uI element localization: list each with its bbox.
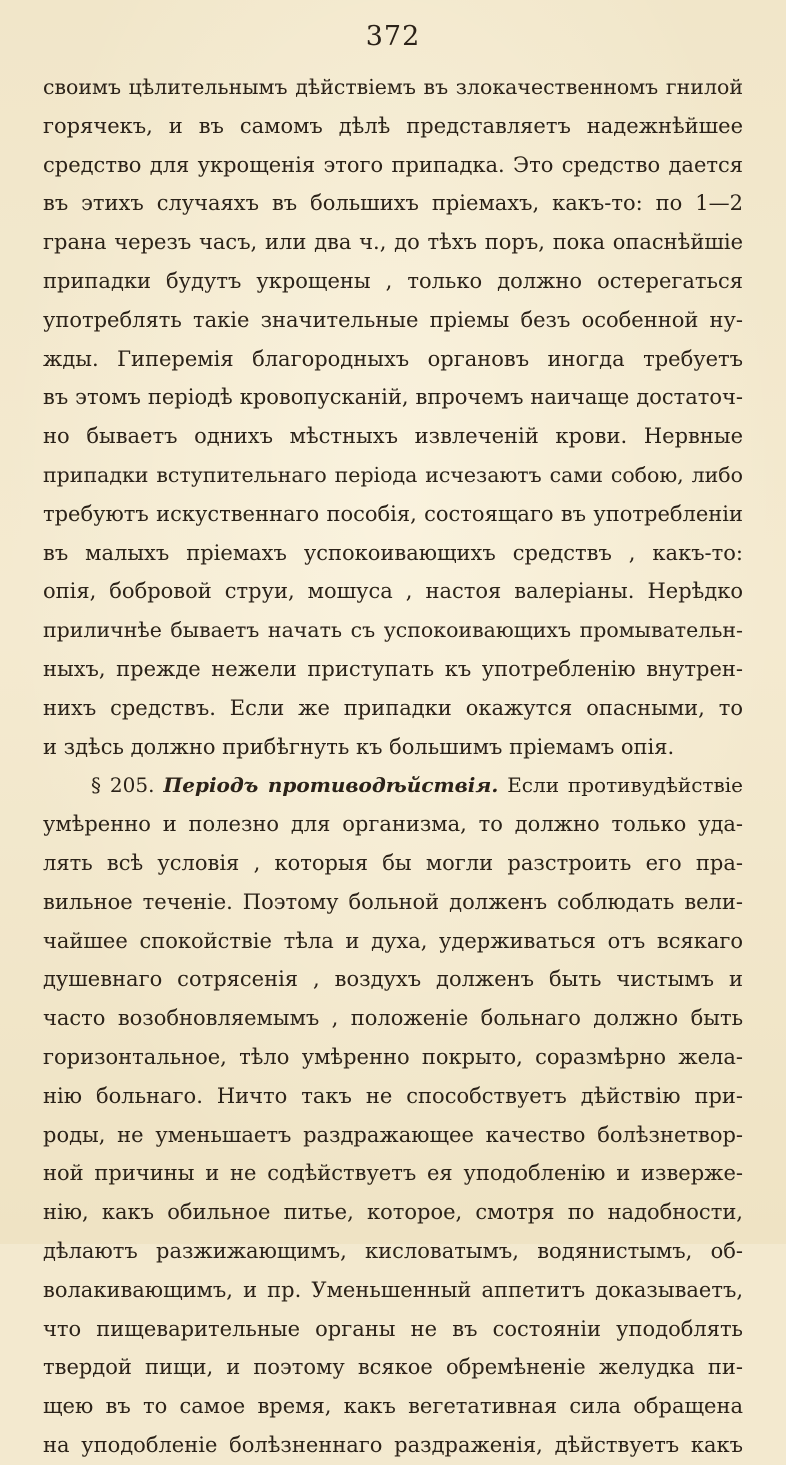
text-line: душевнаго сотрясенія , воздухъ долженъ быть чистымъ и xyxy=(43,967,743,992)
text-line: вильное теченіе. Поэтому больной долженъ соблюдать вели- xyxy=(43,889,743,914)
text-line: ныхъ, прежде нежели приступать къ употребленію внутрен- xyxy=(43,656,743,681)
text-line: требуютъ искуственнаго пособія, состоящаго въ употребленіи xyxy=(43,501,743,526)
text-line: приличнѣе бываетъ начать съ успокоивающихъ промывательн- xyxy=(43,618,743,643)
section-heading-line xyxy=(43,766,743,805)
text-line: твердой пищи, и поэтому всякое обремѣненіе желудка пи- xyxy=(43,1355,743,1380)
text-line: припадки вступительнаго періода исчезаютъ сами собою, либо xyxy=(43,462,743,487)
text-line: нихъ средствъ. Если же припадки окажутся опасными, то xyxy=(43,695,743,720)
text-line: ной причины и не содѣйствуетъ ея уподобленію и изверже- xyxy=(43,1161,743,1186)
text-line: въ малыхъ пріемахъ успокоивающихъ средствъ , какъ-то: xyxy=(43,540,743,565)
text-line: но бываетъ однихъ мѣстныхъ извлеченій крови. Нервные xyxy=(43,424,743,449)
section-first-line-text: Если противудѣйствіе xyxy=(507,773,743,798)
section-number: § 205. xyxy=(91,773,155,798)
text-line: на уподобленіе болѣзненнаго раздраженія, дѣйствуетъ какъ xyxy=(43,1432,743,1457)
text-line: употреблять такіе значительные пріемы безъ особенной ну- xyxy=(43,307,743,332)
text-line: жды. Гиперемія благородныхъ органовъ иногда требуетъ xyxy=(43,346,743,371)
text-line: горячекъ, и въ самомъ дѣлѣ представляетъ надежнѣйшее xyxy=(43,113,743,138)
text-line: горизонтальное, тѣло умѣренно покрыто, соразмѣрно жела- xyxy=(43,1044,743,1069)
body-text xyxy=(43,68,743,1465)
text-line: роды, не уменьшаетъ раздражающее качество болѣзнетвор- xyxy=(43,1122,743,1147)
text-line: умѣренно и полезно для организма, то должно только уда- xyxy=(43,812,743,837)
text-line: своимъ цѣлительнымъ дѣйствіемъ въ злокачественномъ гнилой xyxy=(43,75,743,99)
text-line: нію, какъ обильное питье, которое, смотря по надобности, xyxy=(43,1200,743,1225)
text-line: въ этомъ періодѣ кровопусканій, впрочемъ наичаще достаточ- xyxy=(43,385,743,410)
text-line: лять всѣ условія , которыя бы могли разстроить его пра- xyxy=(43,850,743,875)
text-line: часто возобновляемымъ , положеніе больнаго должно быть xyxy=(43,1006,743,1031)
page-number: 372 xyxy=(365,21,421,52)
text-line: щею въ то самое время, какъ вегетативная сила обращена xyxy=(43,1394,743,1419)
text-line: и здѣсь должно прибѣгнуть къ большимъ пріемамъ опія. xyxy=(43,734,675,759)
text-line: что пищеварительные органы не въ состояніи уподоблять xyxy=(43,1316,743,1341)
text-line: чайшее спокойствіе тѣла и духа, удерживаться отъ всякаго xyxy=(43,928,743,953)
text-line: въ этихъ случаяхъ въ большихъ пріемахъ, какъ-то: по 1—2 xyxy=(43,191,743,216)
text-line: припадки будутъ укрощены , только должно остерегаться xyxy=(43,268,743,293)
text-line: грана черезъ часъ, или два ч., до тѣхъ поръ, пока опаснѣйшіе xyxy=(43,230,743,255)
text-line: нію больнаго. Ничто такъ не способствуетъ дѣйствію при- xyxy=(43,1083,743,1108)
text-line: волакивающимъ, и пр. Уменьшенный аппетитъ доказываетъ, xyxy=(43,1277,743,1302)
text-line: дѣлаютъ разжижающимъ, кисловатымъ, водянистымъ, об- xyxy=(43,1238,743,1263)
section-heading: Періодъ противодѣйствія. xyxy=(163,773,499,798)
text-line: опія, бобровой струи, мошуса , настоя валеріаны. Нерѣдко xyxy=(43,579,743,604)
text-line: средство для укрощенія этого припадка. Это средство дается xyxy=(43,152,743,177)
